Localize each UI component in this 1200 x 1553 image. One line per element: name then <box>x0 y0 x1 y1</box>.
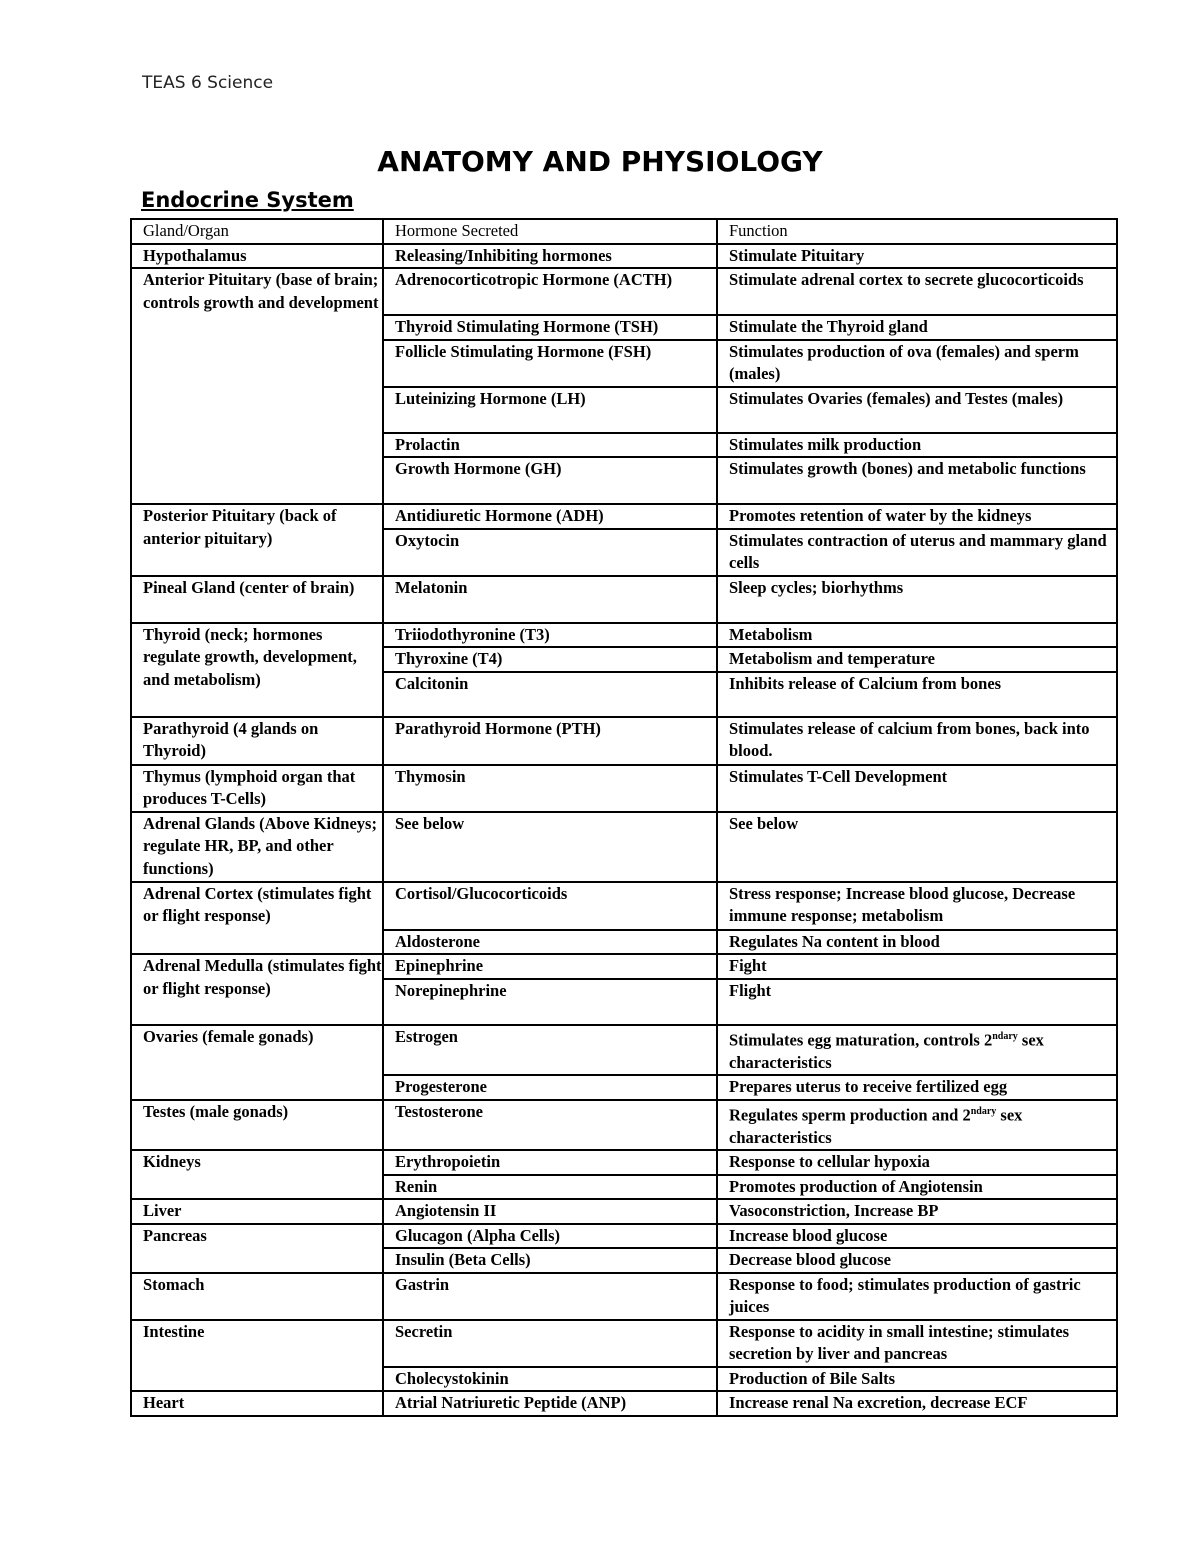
hormone-cell: Growth Hormone (GH) <box>383 457 717 504</box>
function-cell: Stimulates release of calcium from bones, back into blood. <box>717 717 1117 765</box>
hormone-cell: Triiodothyronine (T3) <box>383 623 717 648</box>
gland-cell: Adrenal Glands (Above Kidneys; regulate HR, BP, and other functions) <box>131 812 383 882</box>
function-cell: Stimulates Ovaries (females) and Testes (males) <box>717 387 1117 433</box>
function-cell: Stimulate Pituitary <box>717 244 1117 269</box>
page-title: ANATOMY AND PHYSIOLOGY <box>377 145 823 178</box>
hormone-cell: Follicle Stimulating Hormone (FSH) <box>383 340 717 387</box>
function-cell: Increase blood glucose <box>717 1224 1117 1249</box>
table-row <box>131 882 1117 930</box>
function-cell: Regulates sperm production and $2^{ndary}$ sex characteristics <box>717 1100 1117 1151</box>
gland-cell: Intestine <box>131 1320 383 1392</box>
function-cell: See below <box>717 812 1117 882</box>
gland-cell: Thyroid (neck; hormones regulate growth, development, and metabolism) <box>131 623 383 717</box>
function-cell: Inhibits release of Calcium from bones <box>717 672 1117 717</box>
function-cell: Flight <box>717 979 1117 1025</box>
gland-cell: Parathyroid (4 glands on Thyroid) <box>131 717 383 765</box>
table-row <box>131 954 1117 979</box>
table-row <box>131 765 1117 812</box>
function-cell: Prepares uterus to receive fertilized egg <box>717 1075 1117 1100</box>
hormone-cell: Gastrin <box>383 1273 717 1320</box>
hormone-cell: Melatonin <box>383 576 717 623</box>
column-header-gland: Gland/Organ <box>131 219 383 244</box>
function-cell: Sleep cycles; biorhythms <box>717 576 1117 623</box>
table-row <box>131 717 1117 765</box>
hormone-cell: Releasing/Inhibiting hormones <box>383 244 717 269</box>
table-row <box>131 1224 1117 1249</box>
endocrine-table <box>130 218 1118 1417</box>
hormone-cell: Luteinizing Hormone (LH) <box>383 387 717 433</box>
function-cell: Stimulates production of ova (females) and sperm (males) <box>717 340 1117 387</box>
gland-cell: Adrenal Medulla (stimulates fight or flight response) <box>131 954 383 1025</box>
function-cell: Promotes retention of water by the kidneys <box>717 504 1117 529</box>
function-cell: Promotes production of Angiotensin <box>717 1175 1117 1200</box>
hormone-cell: Erythropoietin <box>383 1150 717 1175</box>
hormone-cell: Angiotensin II <box>383 1199 717 1224</box>
hormone-cell: See below <box>383 812 717 882</box>
section-heading: Endocrine System <box>141 188 354 212</box>
gland-cell: Posterior Pituitary (back of anterior pituitary) <box>131 504 383 576</box>
function-cell: Metabolism and temperature <box>717 647 1117 672</box>
function-cell: Stimulates milk production <box>717 433 1117 458</box>
table-row <box>131 1273 1117 1320</box>
hormone-cell: Prolactin <box>383 433 717 458</box>
hormone-cell: Aldosterone <box>383 930 717 955</box>
function-cell: Regulates Na content in blood <box>717 930 1117 955</box>
gland-cell: Anterior Pituitary (base of brain; controls growth and development <box>131 268 383 504</box>
table-row <box>131 1320 1117 1367</box>
function-cell: Increase renal Na excretion, decrease ECF <box>717 1391 1117 1416</box>
hormone-cell: Testosterone <box>383 1100 717 1151</box>
function-cell: Metabolism <box>717 623 1117 648</box>
function-cell: Decrease blood glucose <box>717 1248 1117 1273</box>
table-row <box>131 1100 1117 1151</box>
hormone-cell: Glucagon (Alpha Cells) <box>383 1224 717 1249</box>
hormone-cell: Secretin <box>383 1320 717 1367</box>
gland-cell: Hypothalamus <box>131 244 383 269</box>
hormone-cell: Epinephrine <box>383 954 717 979</box>
hormone-cell: Cortisol/Glucocorticoids <box>383 882 717 930</box>
hormone-cell: Estrogen <box>383 1025 717 1076</box>
hormone-cell: Oxytocin <box>383 529 717 576</box>
hormone-cell: Norepinephrine <box>383 979 717 1025</box>
function-cell: Stimulates contraction of uterus and mammary gland cells <box>717 529 1117 576</box>
table-row <box>131 812 1117 882</box>
gland-cell: Liver <box>131 1199 383 1224</box>
hormone-cell: Thyroxine (T4) <box>383 647 717 672</box>
table-row <box>131 623 1117 648</box>
function-cell: Stimulates growth (bones) and metabolic functions <box>717 457 1117 504</box>
hormone-cell: Thyroid Stimulating Hormone (TSH) <box>383 315 717 340</box>
table-row <box>131 1150 1117 1175</box>
gland-cell: Kidneys <box>131 1150 383 1199</box>
hormone-cell: Adrenocorticotropic Hormone (ACTH) <box>383 268 717 315</box>
function-cell: Stimulate the Thyroid gland <box>717 315 1117 340</box>
function-cell: Response to cellular hypoxia <box>717 1150 1117 1175</box>
function-cell: Response to food; stimulates production of gastric juices <box>717 1273 1117 1320</box>
hormone-cell: Cholecystokinin <box>383 1367 717 1392</box>
table-header-row <box>131 219 1117 244</box>
table-row <box>131 1199 1117 1224</box>
gland-cell: Ovaries (female gonads) <box>131 1025 383 1100</box>
hormone-cell: Atrial Natriuretic Peptide (ANP) <box>383 1391 717 1416</box>
gland-cell: Pancreas <box>131 1224 383 1273</box>
gland-cell: Thymus (lymphoid organ that produces T-Cells) <box>131 765 383 812</box>
gland-cell: Pineal Gland (center of brain) <box>131 576 383 623</box>
function-cell: Stimulates egg maturation, controls $2^{ndary}$ sex characteristics <box>717 1025 1117 1076</box>
hormone-cell: Thymosin <box>383 765 717 812</box>
function-cell: Stimulates T-Cell Development <box>717 765 1117 812</box>
gland-cell: Stomach <box>131 1273 383 1320</box>
function-cell: Response to acidity in small intestine; stimulates secretion by liver and pancreas <box>717 1320 1117 1367</box>
hormone-cell: Progesterone <box>383 1075 717 1100</box>
function-cell: Production of Bile Salts <box>717 1367 1117 1392</box>
function-cell: Fight <box>717 954 1117 979</box>
table-row <box>131 1025 1117 1076</box>
table-row <box>131 244 1117 269</box>
page-header: TEAS 6 Science <box>142 73 274 93</box>
column-header-hormone: Hormone Secreted <box>383 219 717 244</box>
table-row <box>131 576 1117 623</box>
function-cell: Vasoconstriction, Increase BP <box>717 1199 1117 1224</box>
hormone-cell: Calcitonin <box>383 672 717 717</box>
table-row <box>131 1391 1117 1416</box>
table-row <box>131 268 1117 315</box>
hormone-cell: Parathyroid Hormone (PTH) <box>383 717 717 765</box>
hormone-cell: Insulin (Beta Cells) <box>383 1248 717 1273</box>
gland-cell: Adrenal Cortex (stimulates fight or flight response) <box>131 882 383 955</box>
table-row <box>131 504 1117 529</box>
function-cell: Stress response; Increase blood glucose, Decrease immune response; metabolism <box>717 882 1117 930</box>
gland-cell: Heart <box>131 1391 383 1416</box>
gland-cell: Testes (male gonads) <box>131 1100 383 1151</box>
function-cell: Stimulate adrenal cortex to secrete glucocorticoids <box>717 268 1117 315</box>
hormone-cell: Renin <box>383 1175 717 1200</box>
column-header-function: Function <box>717 219 1117 244</box>
hormone-cell: Antidiuretic Hormone (ADH) <box>383 504 717 529</box>
